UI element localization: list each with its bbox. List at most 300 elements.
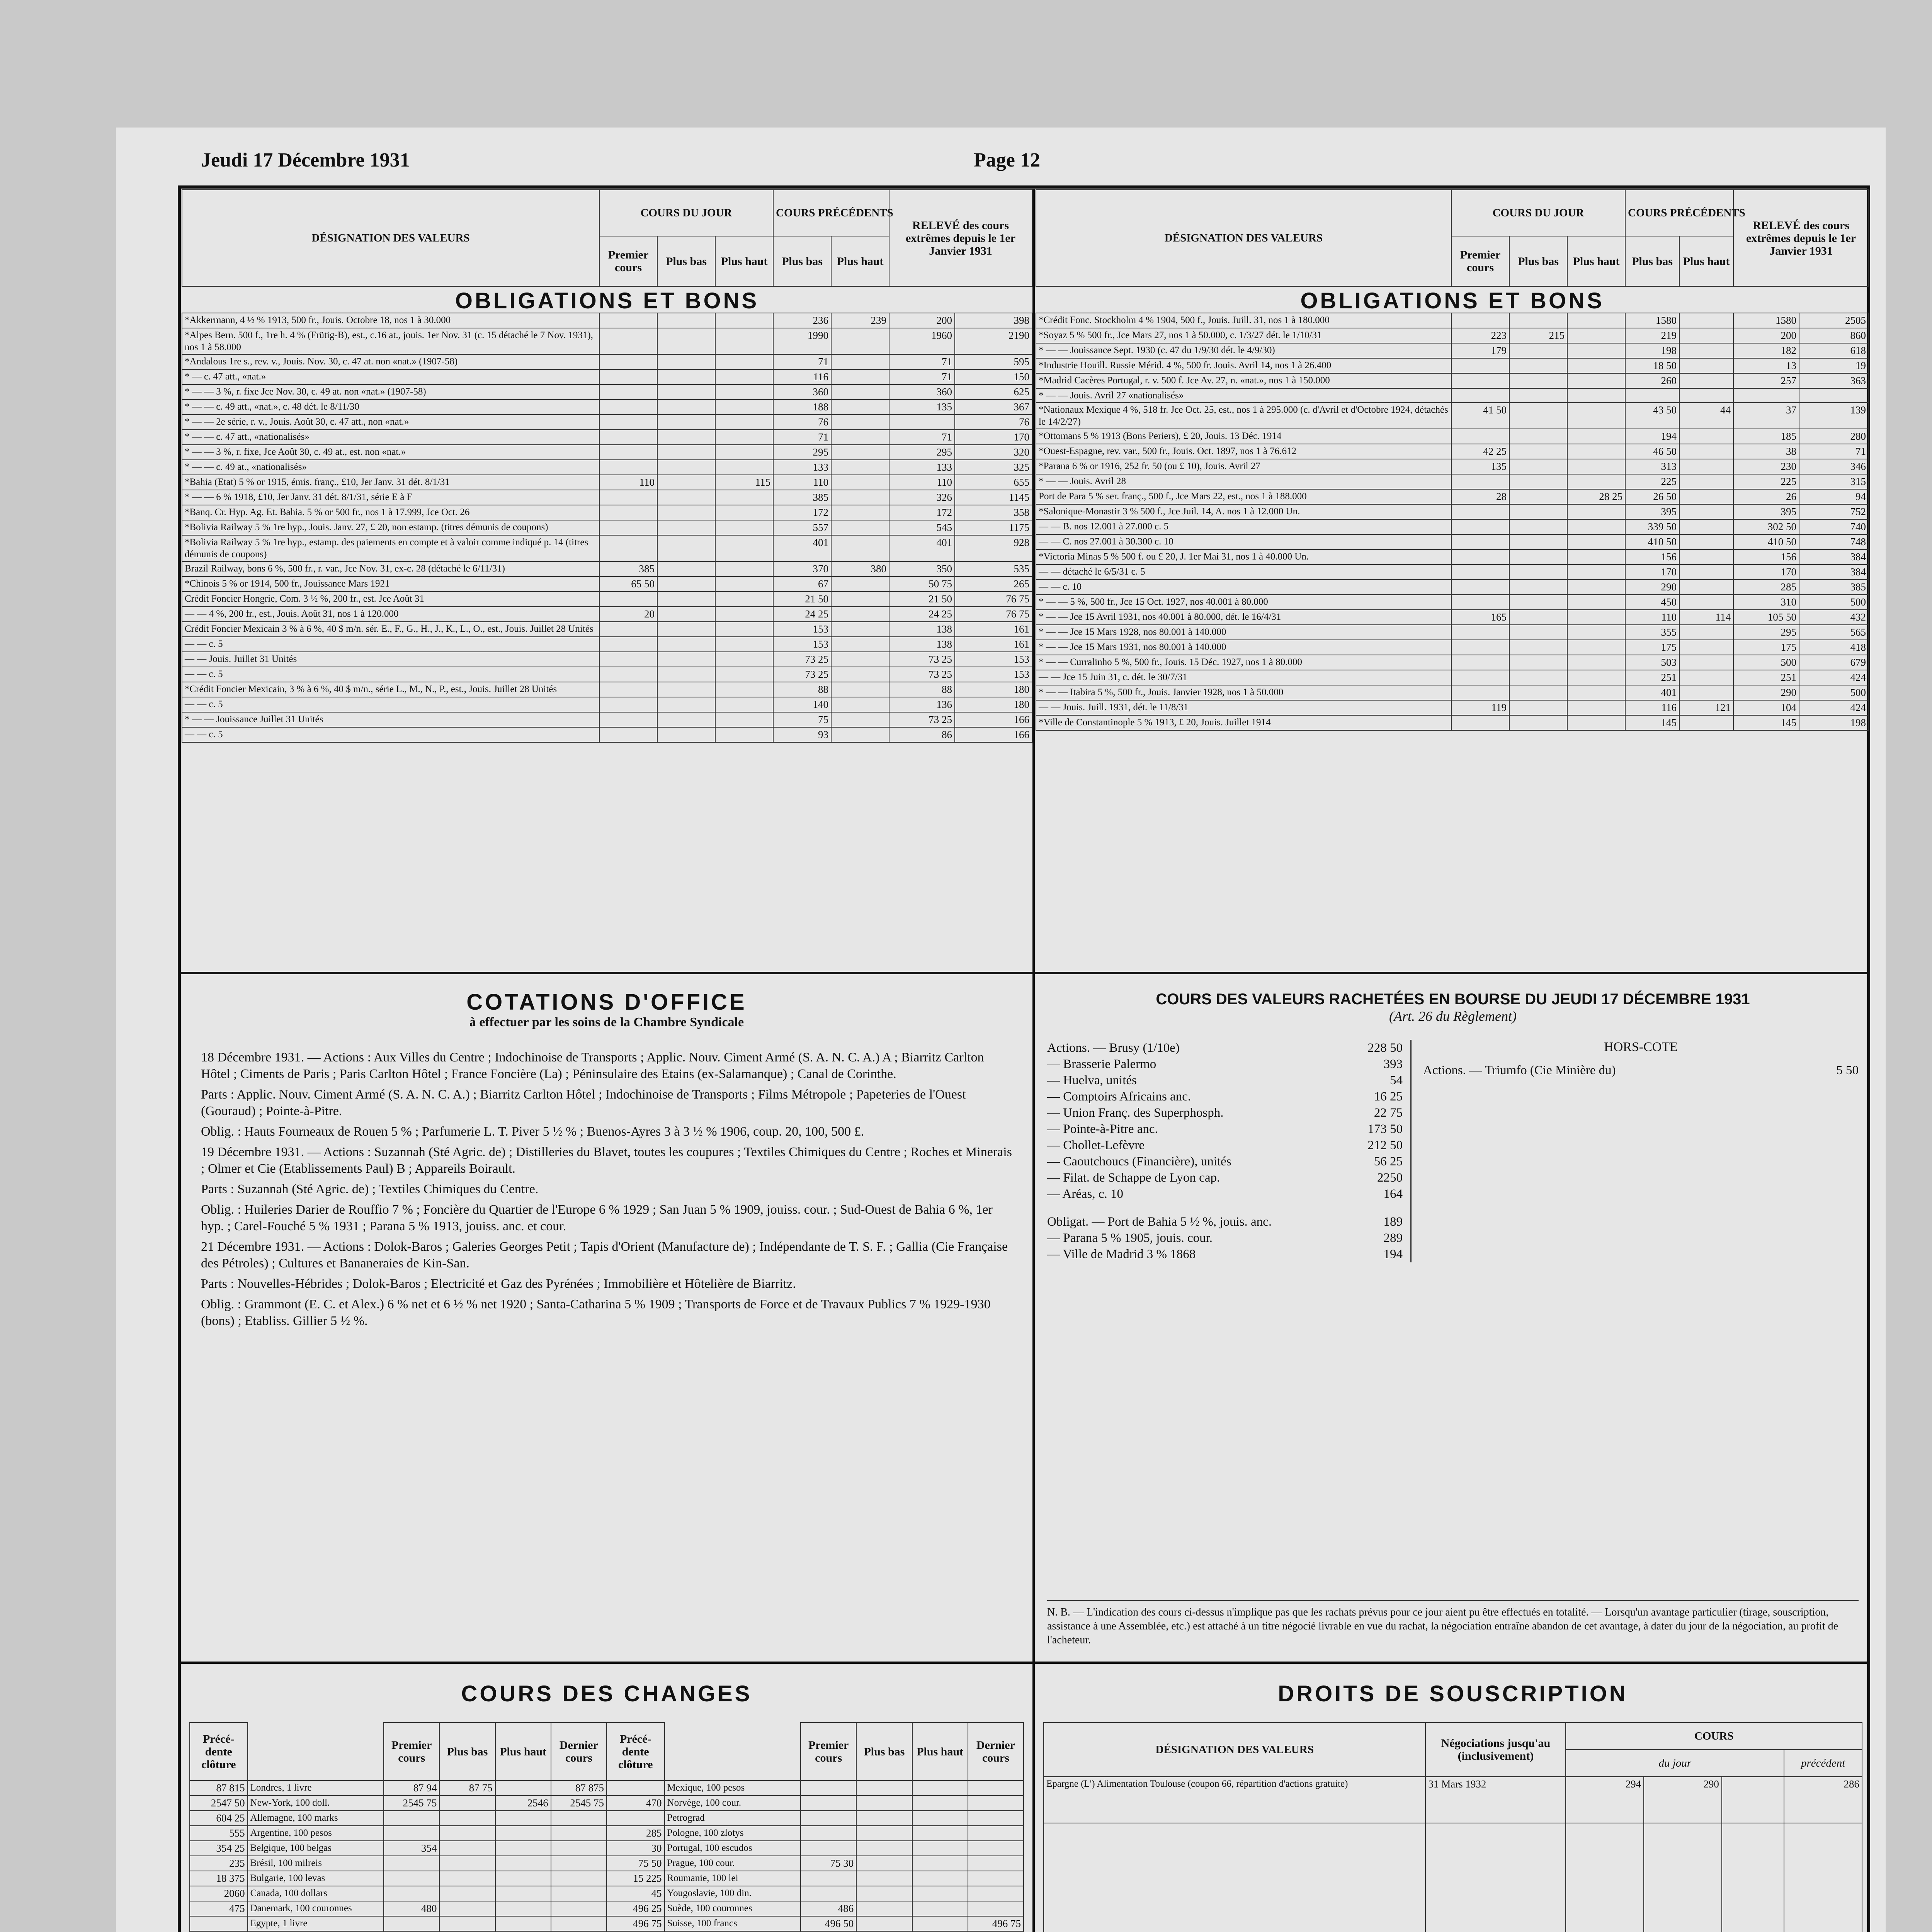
releve-haut: 679 [1799, 655, 1869, 670]
premier-cours [599, 490, 657, 505]
prec-plus-haut: 44 [1679, 403, 1733, 429]
premier-cours [599, 369, 657, 384]
plus-bas [1509, 429, 1567, 444]
exchange-plus-haut [912, 1841, 968, 1856]
prec-plus-haut [1679, 655, 1733, 670]
value-designation: * — — 5 %, 500 fr., Jce 15 Oct. 1927, nos 40.001 à 80.000 [1036, 595, 1451, 610]
hors-cote-list [1423, 1062, 1859, 1078]
changes-col-haut-2: Plus haut [912, 1723, 968, 1781]
list-item [1423, 1062, 1859, 1078]
prec-plus-haut [1679, 429, 1733, 444]
table-row [1036, 715, 1869, 730]
rachetee-name: — Filat. de Schappe de Lyon cap. [1047, 1171, 1220, 1185]
cotations-paragraph: 19 Décembre 1931. — Actions : Suzannah (Sté Agric. de) ; Distilleries du Blavet, toutes les coupures ; Textiles Chimiques du Centre ; Roches et Minerais ; Olmer et Cie (Etablissements Paul) B ; Appareils Boirault. [201, 1145, 1012, 1176]
plus-haut [1567, 444, 1625, 459]
prec-plus-haut [1679, 534, 1733, 549]
table-row [182, 592, 1032, 607]
plus-bas [1509, 700, 1567, 715]
releve-bas: 73 25 [889, 712, 955, 727]
col-prec-haut: Plus haut [831, 236, 889, 286]
rachetee-value: 5 50 [1836, 1063, 1859, 1077]
value-designation: * — — 3 %, r. fixe Jce Nov. 30, c. 49 at. non «nat.» (1907-58) [182, 384, 599, 400]
plus-haut [715, 727, 773, 742]
rachetee-value: 289 [1383, 1231, 1403, 1245]
exchange-currency: Petrograd [665, 1811, 801, 1826]
cotations-paragraph: Parts : Applic. Nouv. Ciment Armé (S. A. N. C. A.) ; Biarritz Carlton Hôtel ; Indochinoise de Transports ; Films Métropole ; Papeteries de l'Ouest (Gouraud) ; Pointe-à-Pitre. [201, 1087, 966, 1118]
prec-plus-haut [1679, 489, 1733, 504]
exchange-dernier [551, 1916, 607, 1931]
exchange-dernier [551, 1871, 607, 1886]
exchange-currency: Portugal, 100 escudos [665, 1841, 801, 1856]
exchange-premier [384, 1856, 439, 1871]
cotations-paragraph: 21 Décembre 1931. — Actions : Dolok-Baros ; Galeries Georges Petit ; Tapis d'Orient (Manufacture de) ; Indépendante de T. S. F. ; Gallia (Cie Française des Pétroles) ; Cultures et Bananeraies de Kin-San. [201, 1240, 1008, 1270]
col-premier: Premier cours [599, 236, 657, 286]
releve-bas: 182 [1733, 343, 1799, 358]
bourse-left-section [182, 189, 1032, 970]
prec-plus-bas: 395 [1625, 504, 1679, 519]
exchange-prev-close: 285 [607, 1826, 665, 1841]
exchange-currency: Suisse, 100 francs [665, 1916, 801, 1931]
plus-haut [1567, 504, 1625, 519]
changes-col-dernier-2: Dernier cours [968, 1723, 1024, 1781]
releve-haut: 418 [1799, 640, 1869, 655]
plus-bas [1509, 580, 1567, 595]
releve-bas: 26 [1733, 489, 1799, 504]
table-row [1036, 519, 1869, 534]
exchange-plus-bas [856, 1781, 912, 1796]
releve-haut: 161 [955, 637, 1032, 652]
rachetee-name: Actions. — Triumfo (Cie Minière du) [1423, 1063, 1616, 1077]
plus-haut [715, 667, 773, 682]
prec-plus-haut [1679, 715, 1733, 730]
souscription-table [1043, 1722, 1862, 1932]
prec-plus-bas: 88 [773, 682, 831, 697]
col-prec-haut-right: Plus haut [1679, 236, 1733, 286]
releve-haut: 367 [955, 400, 1032, 415]
prec-plus-bas: 67 [773, 577, 831, 592]
plus-bas [1509, 403, 1567, 429]
value-designation: *Andalous 1re s., rev. v., Jouis. Nov. 30, c. 47 at. non «nat.» (1907-58) [182, 354, 599, 369]
plus-haut [1567, 328, 1625, 343]
table-row [182, 561, 1032, 577]
prec-plus-bas: 153 [773, 622, 831, 637]
plus-haut [715, 415, 773, 430]
rachetee-name: Actions. — Brusy (1/10e) [1047, 1041, 1180, 1055]
plus-bas [657, 652, 715, 667]
list-item [1047, 1072, 1403, 1088]
premier-cours [1451, 580, 1509, 595]
prec-plus-bas: 153 [773, 637, 831, 652]
releve-bas: 170 [1733, 565, 1799, 580]
value-designation: * — — Itabira 5 %, 500 fr., Jouis. Janvier 1928, nos 1 à 50.000 [1036, 685, 1451, 700]
table-row [182, 607, 1032, 622]
rachetee-name: — Comptoirs Africains anc. [1047, 1090, 1191, 1104]
exchange-currency: Yougoslavie, 100 din. [665, 1886, 801, 1901]
releve-haut: 398 [955, 313, 1032, 328]
prec-plus-haut [831, 712, 889, 727]
prec-plus-bas: 370 [773, 561, 831, 577]
premier-cours: 28 [1451, 489, 1509, 504]
plus-bas [657, 667, 715, 682]
table-row [1036, 328, 1869, 343]
exchange-dernier [551, 1901, 607, 1916]
changes-col-dernier: Dernier cours [551, 1723, 607, 1781]
exchange-plus-haut [912, 1796, 968, 1811]
value-designation: *Crédit Fonc. Stockholm 4 % 1904, 500 f., Jouis. Juill. 31, nos 1 à 180.000 [1036, 313, 1451, 328]
exchange-premier [801, 1841, 856, 1856]
value-designation: * — — Jce 15 Mars 1928, nos 80.001 à 140.000 [1036, 625, 1451, 640]
plus-haut [715, 328, 773, 354]
releve-haut: 325 [955, 460, 1032, 475]
plus-haut [1567, 373, 1625, 388]
exchange-currency: Prague, 100 cour. [665, 1856, 801, 1871]
exchange-dernier [968, 1886, 1024, 1901]
table-row [1036, 595, 1869, 610]
table-row [1036, 358, 1869, 373]
prec-plus-haut [831, 384, 889, 400]
plus-bas [1509, 343, 1567, 358]
releve-bas: 1580 [1733, 313, 1799, 328]
table-row [1036, 489, 1869, 504]
plus-bas [657, 712, 715, 727]
exchange-currency: Danemark, 100 couronnes [248, 1901, 384, 1916]
releve-bas: 135 [889, 400, 955, 415]
prec-plus-bas: 110 [1625, 610, 1679, 625]
rachetee-value: 194 [1383, 1247, 1403, 1261]
premier-cours [599, 313, 657, 328]
exchange-plus-haut [912, 1826, 968, 1841]
changes-rows [190, 1781, 1024, 1932]
col-plus-haut-right: Plus haut [1567, 236, 1625, 286]
premier-cours [599, 652, 657, 667]
rachetee-value: 212 50 [1367, 1138, 1403, 1152]
value-designation: — — 4 %, 200 fr., est., Jouis. Août 31, nos 1 à 120.000 [182, 607, 599, 622]
table-row [182, 430, 1032, 445]
plus-bas [657, 607, 715, 622]
plus-haut [1567, 459, 1625, 474]
exchange-prev-close: 496 25 [607, 1901, 665, 1916]
releve-haut: 358 [955, 505, 1032, 520]
value-designation: *Victoria Minas 5 % 500 f. ou £ 20, J. 1er Mai 31, nos 1 à 40.000 Un. [1036, 549, 1451, 565]
prec-plus-bas: 116 [773, 369, 831, 384]
plus-haut [715, 384, 773, 400]
releve-haut: 384 [1799, 565, 1869, 580]
value-designation: * — c. 47 att., «nat.» [182, 369, 599, 384]
col-designation: DÉSIGNATION DES VALEURS [182, 190, 599, 286]
value-designation: *Chinois 5 % or 1914, 500 fr., Jouissance Mars 1921 [182, 577, 599, 592]
prec-plus-haut [1679, 313, 1733, 328]
premier-cours: 223 [1451, 328, 1509, 343]
plus-bas [1509, 519, 1567, 534]
premier-cours [1451, 685, 1509, 700]
plus-bas [1509, 444, 1567, 459]
exchange-premier: 480 [384, 1901, 439, 1916]
exchange-premier [801, 1826, 856, 1841]
exchange-plus-bas [439, 1916, 495, 1931]
prec-plus-haut [831, 607, 889, 622]
plus-bas [1509, 715, 1567, 730]
premier-cours [1451, 388, 1509, 403]
plus-haut [715, 561, 773, 577]
table-row [190, 1811, 1024, 1826]
plus-haut [1567, 610, 1625, 625]
releve-haut: 280 [1799, 429, 1869, 444]
value-designation: Port de Para 5 % ser. franç., 500 f., Jce Mars 22, est., nos 1 à 188.000 [1036, 489, 1451, 504]
prec-plus-bas: 71 [773, 430, 831, 445]
table-row [182, 682, 1032, 697]
prec-plus-haut [831, 369, 889, 384]
rachetee-name: — Pointe-à-Pitre anc. [1047, 1122, 1158, 1136]
plus-bas [657, 475, 715, 490]
plus-haut [715, 520, 773, 535]
table-row [182, 622, 1032, 637]
releve-bas: 71 [889, 369, 955, 384]
premier-cours [1451, 429, 1509, 444]
rachetee-name: — Chollet-Lefèvre [1047, 1138, 1145, 1152]
table-row [1036, 504, 1869, 519]
table-row [190, 1901, 1024, 1916]
premier-cours [1451, 655, 1509, 670]
exchange-prev-close: 555 [190, 1826, 248, 1841]
premier-cours [599, 460, 657, 475]
list-item [1047, 1246, 1403, 1262]
premier-cours [1451, 534, 1509, 549]
prec-plus-haut [1679, 444, 1733, 459]
exchange-dernier [968, 1796, 1024, 1811]
premier-cours [599, 592, 657, 607]
releve-haut: 153 [955, 652, 1032, 667]
exchange-premier: 87 94 [384, 1781, 439, 1796]
releve-haut: 500 [1799, 595, 1869, 610]
premier-cours [1451, 670, 1509, 685]
table-row [1036, 474, 1869, 489]
prec-plus-haut [1679, 474, 1733, 489]
releve-bas: 295 [889, 445, 955, 460]
table-row [1036, 429, 1869, 444]
plus-haut [1567, 429, 1625, 444]
exchange-premier: 486 [801, 1901, 856, 1916]
premier-cours [1451, 358, 1509, 373]
prec-plus-bas [1625, 388, 1679, 403]
releve-bas: 200 [1733, 328, 1799, 343]
table-row [190, 1871, 1024, 1886]
table-row [182, 415, 1032, 430]
souscription-designation: Epargne (L') Alimentation Toulouse (coupon 66, répartition d'actions gratuite) [1044, 1777, 1425, 1823]
exchange-premier [384, 1811, 439, 1826]
prec-plus-bas: 450 [1625, 595, 1679, 610]
exchange-plus-haut [495, 1901, 551, 1916]
plus-haut [715, 652, 773, 667]
premier-cours: 385 [599, 561, 657, 577]
prec-plus-bas: 43 50 [1625, 403, 1679, 429]
prec-plus-haut [1679, 519, 1733, 534]
value-designation: *Ottomans 5 % 1913 (Bons Periers), £ 20, Jouis. 13 Déc. 1914 [1036, 429, 1451, 444]
exchange-plus-haut [495, 1886, 551, 1901]
souscription-rows [1044, 1777, 1862, 1932]
prec-plus-haut [831, 535, 889, 561]
list-item [1047, 1056, 1403, 1072]
table-row [1036, 403, 1869, 429]
header-date: Jeudi 17 Décembre 1931 [201, 149, 410, 171]
section-divider [181, 972, 1869, 974]
exchange-currency: Allemagne, 100 marks [248, 1811, 384, 1826]
exchange-premier [801, 1871, 856, 1886]
list-item [1047, 1121, 1403, 1137]
plus-haut [1567, 343, 1625, 358]
releve-haut: 320 [955, 445, 1032, 460]
table-row [1036, 685, 1869, 700]
premier-cours [599, 430, 657, 445]
value-designation: * — — c. 49 att., «nat.», c. 48 dét. le 8/11/30 [182, 400, 599, 415]
premier-cours [1451, 715, 1509, 730]
cotations-section [189, 981, 1024, 1654]
cotations-title: COTATIONS D'OFFICE [466, 990, 747, 1015]
releve-bas: 401 [889, 535, 955, 561]
prec-plus-haut [831, 430, 889, 445]
value-designation: * — — Jouissance Juillet 31 Unités [182, 712, 599, 727]
cotations-paragraph: 18 Décembre 1931. — Actions : Aux Villes du Centre ; Indochinoise de Transports ; Applic. Nouv. Ciment Armé (S. A. N. C. A.) A ; Biarritz Carlton Hôtel ; Ciments de Paris ; Paris Carlton Hôtel ; France Foncière (La) ; Péninsulaire des Etains (ex-Salamanque) ; Canal de Corinthe. [201, 1050, 984, 1081]
prec-plus-haut [1679, 328, 1733, 343]
exchange-prev-close: 235 [190, 1856, 248, 1871]
exchange-premier: 496 50 [801, 1916, 856, 1931]
table-row [1044, 1777, 1862, 1823]
prec-plus-bas: 188 [773, 400, 831, 415]
exchange-dernier [551, 1886, 607, 1901]
releve-bas: 136 [889, 697, 955, 712]
releve-haut: 424 [1799, 670, 1869, 685]
releve-bas: 290 [1733, 685, 1799, 700]
prec-plus-haut: 380 [831, 561, 889, 577]
exchange-plus-haut [495, 1826, 551, 1841]
plus-bas [1509, 474, 1567, 489]
changes-col-premier: Premier cours [384, 1723, 439, 1781]
plus-haut [715, 354, 773, 369]
list-item [1047, 1137, 1403, 1153]
value-designation: — — B. nos 12.001 à 27.000 c. 5 [1036, 519, 1451, 534]
col-cours-jour-right: COURS DU JOUR [1451, 190, 1625, 236]
changes-col-prec: Précé-dente clôture [190, 1723, 248, 1781]
prec-plus-haut [831, 415, 889, 430]
souscription-negociations: 31 Mars 1932 [1425, 1777, 1566, 1823]
exchange-currency: New-York, 100 doll. [248, 1796, 384, 1811]
exchange-dernier [968, 1811, 1024, 1826]
prec-plus-haut [831, 490, 889, 505]
section-divider-2 [181, 1662, 1869, 1664]
premier-cours [1451, 549, 1509, 565]
prec-plus-haut [1679, 685, 1733, 700]
souscription-cours-jour-2: 290 [1644, 1777, 1722, 1823]
rachetees-title: COURS DES VALEURS RACHETÉES EN BOURSE DU JEUDI 17 DÉCEMBRE 1931 [1156, 991, 1750, 1008]
releve-bas: 350 [889, 561, 955, 577]
exchange-dernier [968, 1901, 1024, 1916]
bourse-left-rows [182, 313, 1032, 742]
exchange-dernier [551, 1856, 607, 1871]
premier-cours [599, 697, 657, 712]
prec-plus-haut [831, 622, 889, 637]
premier-cours [599, 520, 657, 535]
table-row [1036, 580, 1869, 595]
plus-haut [715, 697, 773, 712]
value-designation: *Parana 6 % or 1916, 252 fr. 50 (ou £ 10), Jouis. Avril 27 [1036, 459, 1451, 474]
value-designation: — — C. nos 27.001 à 30.300 c. 10 [1036, 534, 1451, 549]
exchange-prev-close [607, 1781, 665, 1796]
releve-bas: 225 [1733, 474, 1799, 489]
premier-cours [1451, 519, 1509, 534]
cotations-paragraph: Parts : Suzannah (Sté Agric. de) ; Textiles Chimiques du Centre. [201, 1182, 539, 1196]
prec-plus-haut [831, 652, 889, 667]
premier-cours: 165 [1451, 610, 1509, 625]
plus-haut [715, 577, 773, 592]
souscription-col-precedent: précédent [1784, 1750, 1862, 1777]
value-designation: *Soyaz 5 % 500 fr., Jce Mars 27, nos 1 à 50.000, c. 1/3/27 dét. le 1/10/31 [1036, 328, 1451, 343]
exchange-dernier: 2545 75 [551, 1796, 607, 1811]
table-row [190, 1856, 1024, 1871]
releve-bas: 500 [1733, 655, 1799, 670]
exchange-dernier [551, 1811, 607, 1826]
table-row [190, 1781, 1024, 1796]
value-designation: Brazil Railway, bons 6 %, 500 fr., r. var., Jce Nov. 31, ex-c. 28 (détaché le 6/11/31) [182, 561, 599, 577]
rachetee-name: — Ville de Madrid 3 % 1868 [1047, 1247, 1196, 1261]
rachetee-value: 164 [1383, 1187, 1403, 1201]
table-row [1036, 625, 1869, 640]
prec-plus-haut [1679, 504, 1733, 519]
plus-haut [1567, 595, 1625, 610]
releve-bas: 133 [889, 460, 955, 475]
table-row [1036, 534, 1869, 549]
prec-plus-haut [831, 697, 889, 712]
rachetees-subtitle: (Art. 26 du Règlement) [1389, 1009, 1517, 1024]
plus-haut [1567, 403, 1625, 429]
plus-haut [715, 505, 773, 520]
premier-cours [599, 727, 657, 742]
exchange-premier [384, 1871, 439, 1886]
value-designation: *Bahia (Etat) 5 % or 1915, émis. franç., £10, Jer Janv. 31 dét. 8/1/31 [182, 475, 599, 490]
premier-cours [1451, 595, 1509, 610]
plus-bas [1509, 358, 1567, 373]
list-item [1047, 1214, 1403, 1230]
bourse-right-rows [1036, 313, 1869, 730]
changes-col-premier-2: Premier cours [801, 1723, 856, 1781]
releve-bas [1733, 388, 1799, 403]
premier-cours [1451, 474, 1509, 489]
releve-bas: 50 75 [889, 577, 955, 592]
premier-cours [599, 622, 657, 637]
prec-plus-haut [831, 637, 889, 652]
rachetee-value: 173 50 [1367, 1122, 1403, 1136]
releve-bas: 24 25 [889, 607, 955, 622]
releve-haut: 76 75 [955, 607, 1032, 622]
releve-bas: 138 [889, 622, 955, 637]
souscription-col-designation: DÉSIGNATION DES VALEURS [1044, 1723, 1425, 1777]
changes-col-haut: Plus haut [495, 1723, 551, 1781]
releve-haut: 19 [1799, 358, 1869, 373]
bourse-right-section [1036, 189, 1868, 970]
releve-haut: 363 [1799, 373, 1869, 388]
rachetee-name: — Parana 5 % 1905, jouis. cour. [1047, 1231, 1213, 1245]
rachetee-value: 54 [1390, 1073, 1403, 1087]
cotations-paragraph: Oblig. : Huileries Darier de Rouffio 7 % ; Foncière du Quartier de l'Europe 6 % 1929 ; San Juan 5 % 1909, jouiss. cour. ; Sud-Ouest de Bahia 6 %, 1er hyp. ; Carel-Fouché 5 % 1931 ; Parana 5 % 1913, jouiss. anc. et cour. [201, 1202, 993, 1233]
releve-haut: 139 [1799, 403, 1869, 429]
plus-bas [657, 445, 715, 460]
prec-plus-bas: 73 25 [773, 652, 831, 667]
changes-title: COURS DES CHANGES [461, 1681, 752, 1706]
prec-plus-bas: 110 [773, 475, 831, 490]
exchange-dernier [968, 1826, 1024, 1841]
changes-col-prec-2: Précé-dente clôture [607, 1723, 665, 1781]
exchange-plus-bas: 87 75 [439, 1781, 495, 1796]
col-premier-right: Premier cours [1451, 236, 1509, 286]
premier-cours [599, 384, 657, 400]
